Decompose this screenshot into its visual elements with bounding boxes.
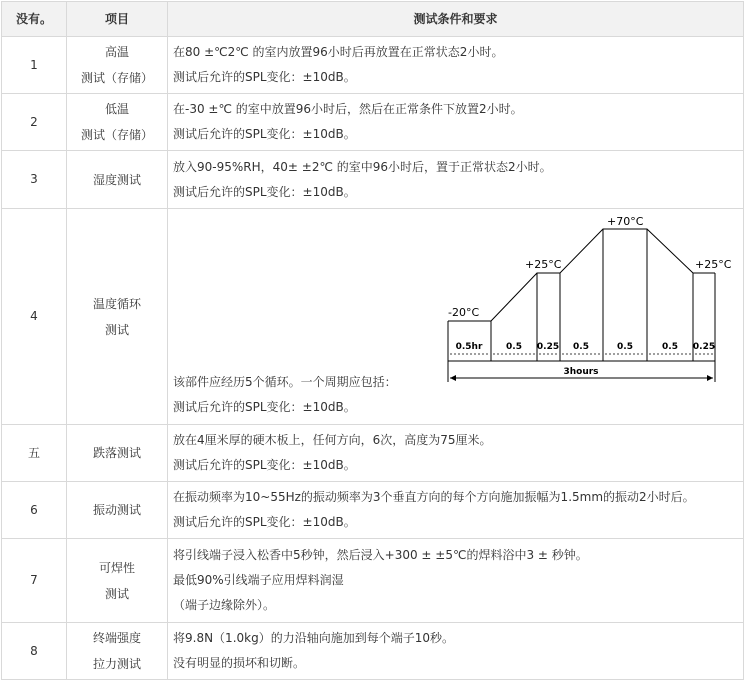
temp-label-start: -20°C — [448, 305, 480, 319]
condition-line: 测试后允许的SPL变化：±10dB。 — [173, 515, 356, 529]
test-item — [67, 37, 168, 94]
test-item — [67, 623, 168, 680]
table-row — [2, 94, 744, 151]
segment-duration: 0.5hr — [455, 341, 483, 352]
test-conditions — [168, 209, 744, 425]
condition-line: 在-30 ±℃ 的室中放置96小时后，然后在正常条件下放置2小时。 — [173, 102, 523, 116]
segment-duration: 0.5 — [573, 341, 589, 352]
table-row — [2, 425, 744, 482]
row-number: 五 — [2, 425, 67, 482]
item-line: 拉力测试 — [92, 657, 141, 671]
header-no: 没有。 — [2, 2, 67, 37]
condition-line: 测试后允许的SPL变化：±10dB。 — [173, 127, 356, 141]
segment-duration: 0.5 — [617, 341, 633, 352]
condition-line: 在80 ±℃2℃ 的室内放置96小时后再放置在正常状态2小时。 — [173, 45, 504, 59]
table-row — [2, 623, 744, 680]
item-line: 可焊性 — [98, 560, 135, 575]
table-row — [2, 209, 744, 425]
item-line: 高温 — [104, 45, 129, 59]
test-conditions — [168, 482, 744, 539]
row-number: 8 — [2, 623, 67, 680]
test-conditions — [168, 94, 744, 151]
test-item — [67, 482, 168, 539]
test-conditions — [168, 37, 744, 94]
item-line: 测试 — [104, 586, 129, 601]
condition-line: 放入90-95%RH，40± ±2℃ 的室中96小时后，置于正常状态2小时。 — [173, 159, 552, 174]
test-conditions — [168, 151, 744, 209]
condition-line: 最低90%引线端子应用焊料润湿 — [173, 573, 344, 587]
temperature-cycle-diagram — [445, 212, 732, 392]
temp-label-first-plateau: +25°C — [525, 257, 562, 271]
table-header-row — [2, 2, 744, 37]
item-line: 测试 — [104, 322, 129, 337]
row-number: 4 — [2, 209, 67, 425]
condition-line: 将9.8N（1.0kg）的力沿轴向施加到每个端子10秒。 — [173, 631, 454, 645]
condition-line: 测试后允许的SPL变化：±10dB。 — [173, 184, 356, 199]
item-line: 振动测试 — [92, 503, 141, 517]
segment-duration: 0.5 — [662, 341, 678, 352]
header-conditions: 测试条件和要求 — [168, 2, 744, 37]
table-row — [2, 539, 744, 623]
item-line: 低温 — [104, 102, 129, 116]
test-conditions — [168, 425, 744, 482]
test-item — [67, 94, 168, 151]
condition-line: 没有明显的损坏和切断。 — [173, 656, 306, 670]
test-conditions-table — [1, 1, 744, 680]
table-row — [2, 482, 744, 539]
condition-line: （端子边缘除外）。 — [173, 598, 276, 612]
segment-duration: 0.5 — [506, 341, 522, 352]
row-number: 7 — [2, 539, 67, 623]
item-line: 温度循环 — [92, 296, 141, 311]
temperature-profile-line — [448, 321, 491, 361]
test-conditions — [168, 623, 744, 680]
temp-label-end: +25°C — [695, 257, 732, 271]
test-conditions — [168, 539, 744, 623]
condition-line: 测试后允许的SPL变化：±10dB。 — [173, 70, 356, 84]
condition-line: 放在4厘米厚的硬木板上，任何方向，6次，高度为75厘米。 — [173, 433, 492, 447]
test-item — [67, 539, 168, 623]
test-item — [67, 425, 168, 482]
row-number: 3 — [2, 151, 67, 209]
item-line: 跌落测试 — [92, 446, 141, 460]
table-row — [2, 37, 744, 94]
item-line: 测试（存储） — [80, 128, 153, 142]
segment-duration: 0.25 — [692, 341, 716, 352]
temp-label-peak: +70°C — [607, 214, 644, 228]
condition-line: 将引线端子浸入松香中5秒钟，然后浸入+300 ± ±5℃的焊料浴中3 ± 秒钟。 — [173, 548, 588, 562]
item-line: 测试（存储） — [80, 71, 153, 85]
total-duration-label: 3hours — [563, 366, 599, 377]
condition-line: 在振动频率为10~55Hz的振动频率为3个垂直方向的每个方向施加振幅为1.5mm的振动2小时后。 — [173, 490, 695, 504]
item-line: 终端强度 — [92, 631, 141, 645]
row-number: 1 — [2, 37, 67, 94]
condition-line: 测试后允许的SPL变化：±10dB。 — [173, 458, 356, 472]
test-item — [67, 209, 168, 425]
row-number: 6 — [2, 482, 67, 539]
header-item: 项目 — [67, 2, 168, 37]
row-number: 2 — [2, 94, 67, 151]
condition-line: 测试后允许的SPL变化：±10dB。 — [173, 399, 356, 414]
condition-line: 该部件应经历5个循环。一个周期应包括： — [173, 374, 397, 389]
table-row — [2, 151, 744, 209]
test-item — [67, 151, 168, 209]
item-line: 湿度测试 — [92, 172, 141, 187]
segment-duration: 0.25 — [536, 341, 560, 352]
